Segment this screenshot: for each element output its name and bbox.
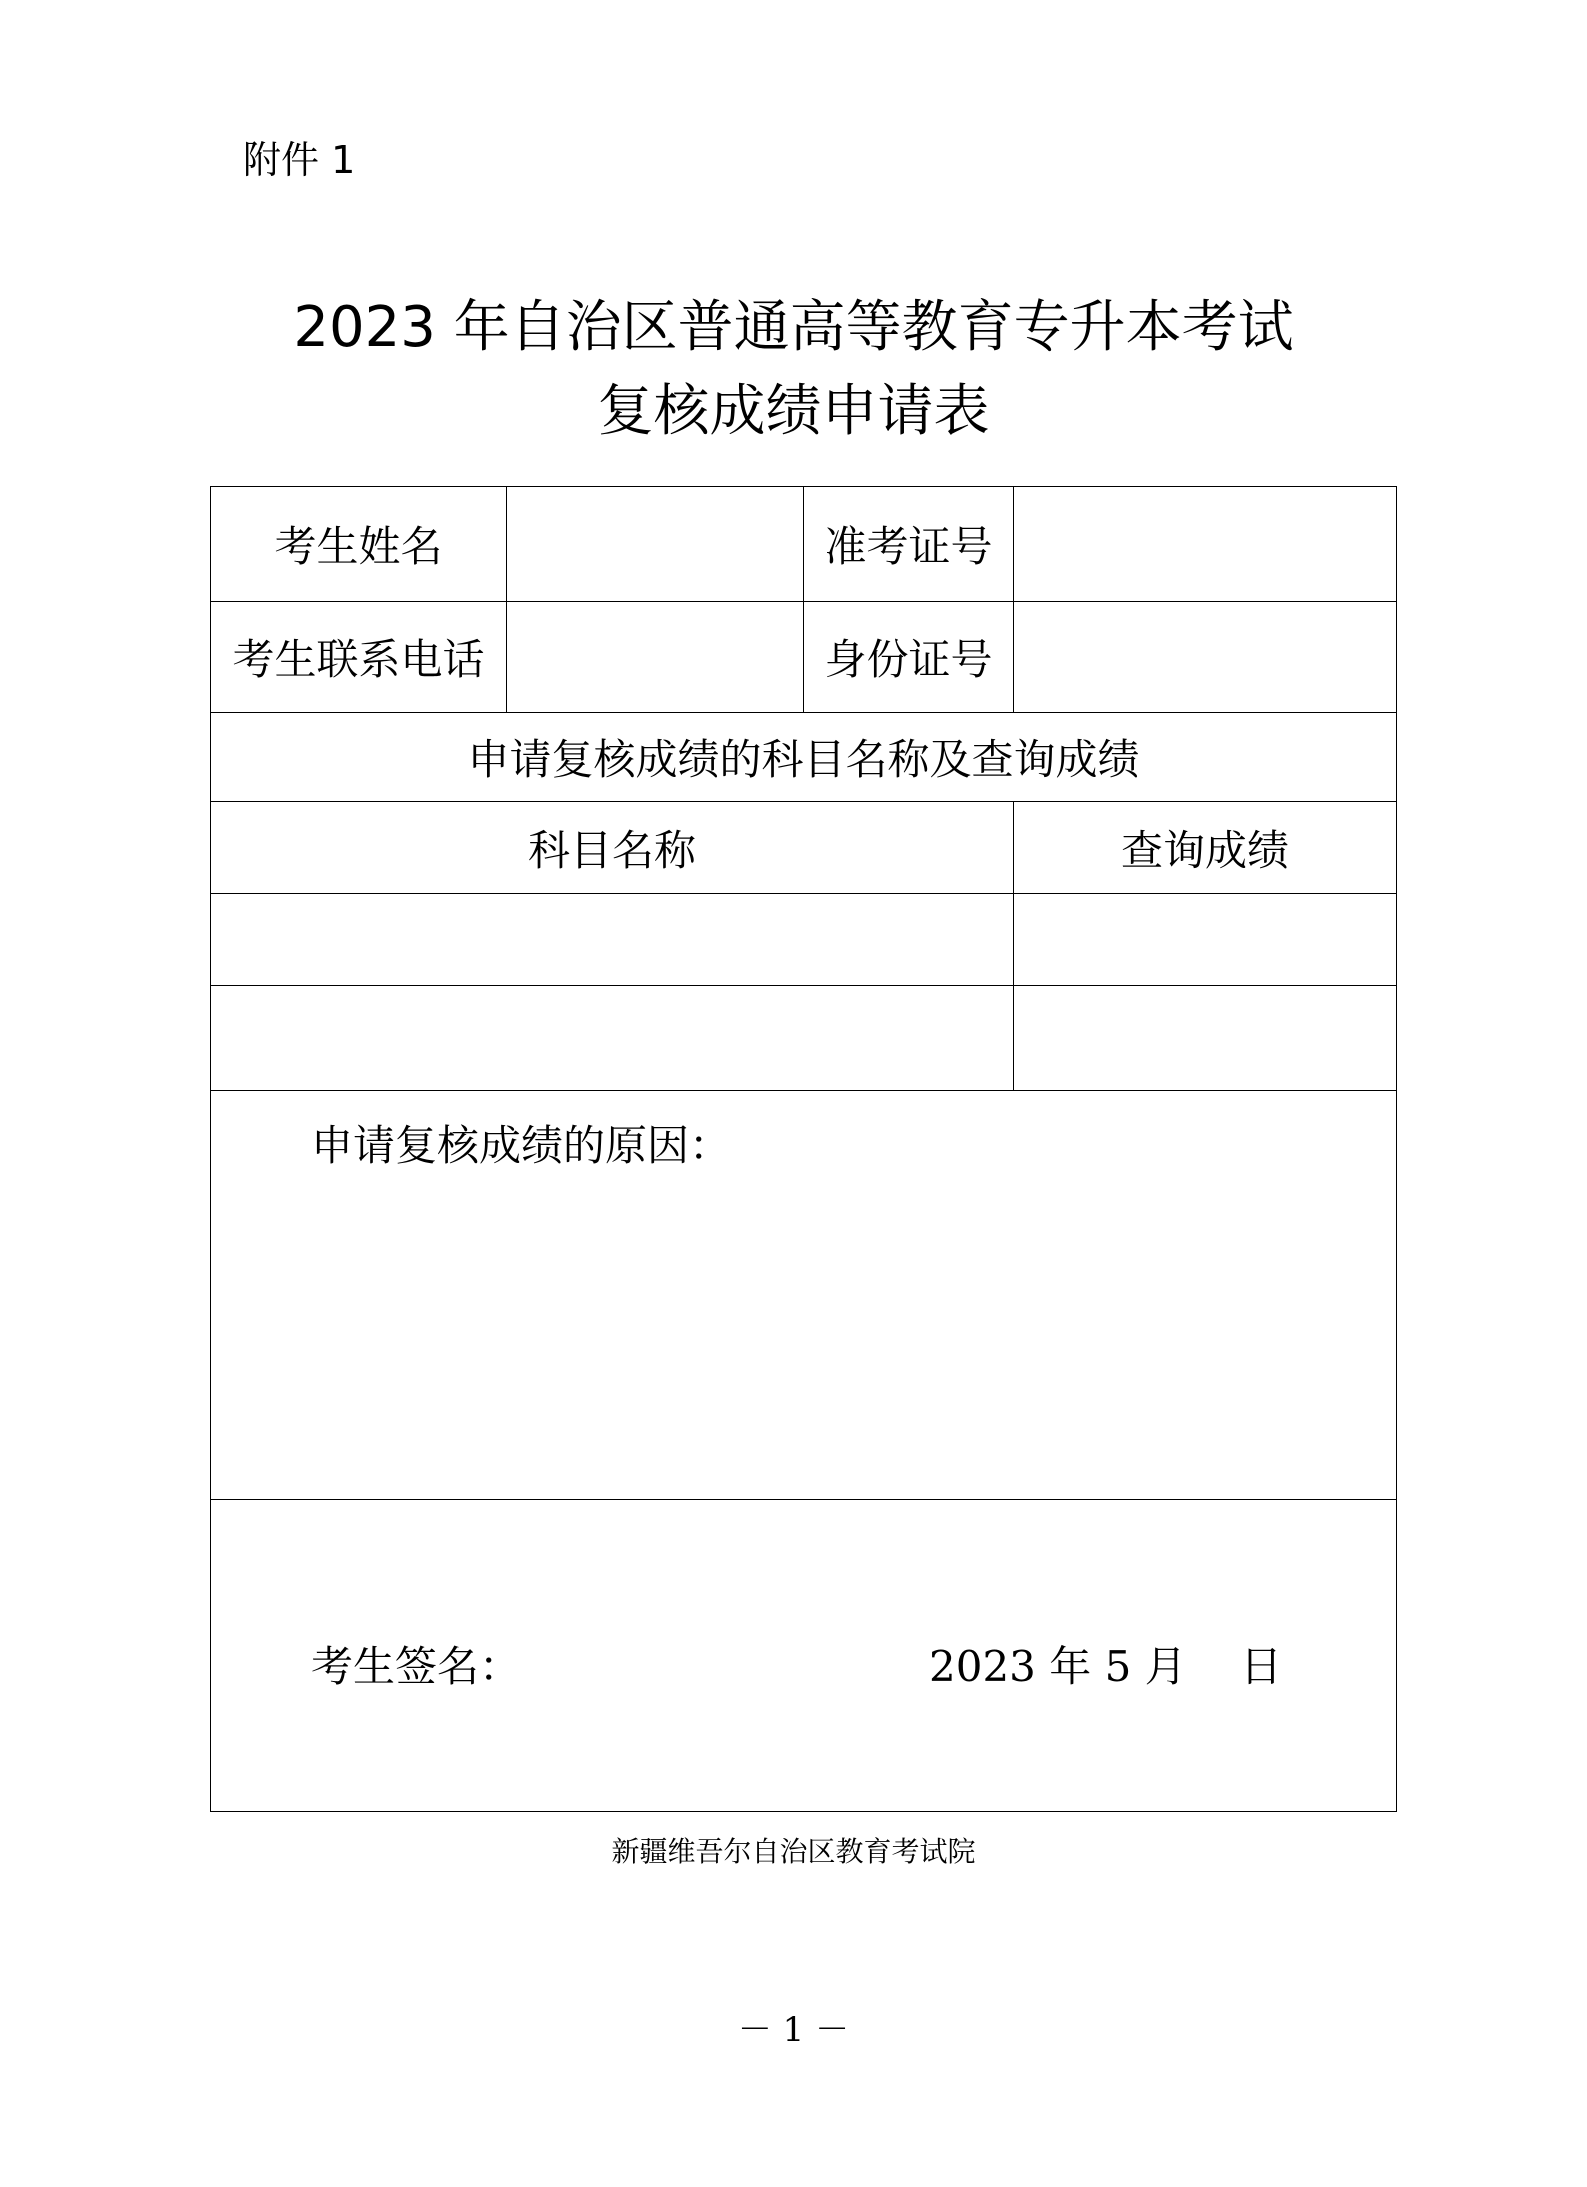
table-row (211, 894, 1397, 986)
reason-label: 申请复核成绩的原因： (311, 1121, 732, 1170)
page-title-line1: 2023 年自治区普通高等教育专升本考试 (293, 295, 1294, 360)
section-header: 申请复核成绩的科目名称及查询成绩 (211, 713, 1397, 802)
phone-value-cell (507, 602, 804, 713)
score-cell (1014, 894, 1397, 986)
score-cell (1014, 986, 1397, 1091)
id-card-label: 身份证号 (804, 602, 1014, 713)
name-value-cell (507, 487, 804, 602)
name-label: 考生姓名 (211, 487, 507, 602)
subject-header: 科目名称 (211, 802, 1014, 894)
exam-id-label: 准考证号 (804, 487, 1014, 602)
form-row-phone (211, 602, 1397, 713)
phone-label: 考生联系电话 (211, 602, 507, 713)
form-row-section-header (211, 713, 1397, 802)
subject-cell (211, 894, 1014, 986)
subject-cell (211, 986, 1014, 1091)
signature-cell (211, 1500, 1397, 1812)
attachment-label: 附件 1 (243, 138, 356, 182)
exam-id-value-cell (1014, 487, 1397, 602)
signature-date: 2023 年 5 月 日 (929, 1642, 1283, 1691)
id-card-value-cell (1014, 602, 1397, 713)
footer-organization: 新疆维吾尔自治区教育考试院 (611, 1835, 976, 1868)
score-header: 查询成绩 (1014, 802, 1397, 894)
application-form-table (210, 486, 1397, 1812)
form-row-name (211, 487, 1397, 602)
reason-cell (211, 1091, 1397, 1500)
signature-label: 考生签名： (311, 1642, 522, 1691)
table-row (211, 986, 1397, 1091)
form-row-signature (211, 1500, 1397, 1812)
page-number: － 1 － (737, 2010, 850, 2050)
form-row-reason (211, 1091, 1397, 1500)
form-row-column-headers (211, 802, 1397, 894)
page-title-line2: 复核成绩申请表 (597, 379, 990, 444)
